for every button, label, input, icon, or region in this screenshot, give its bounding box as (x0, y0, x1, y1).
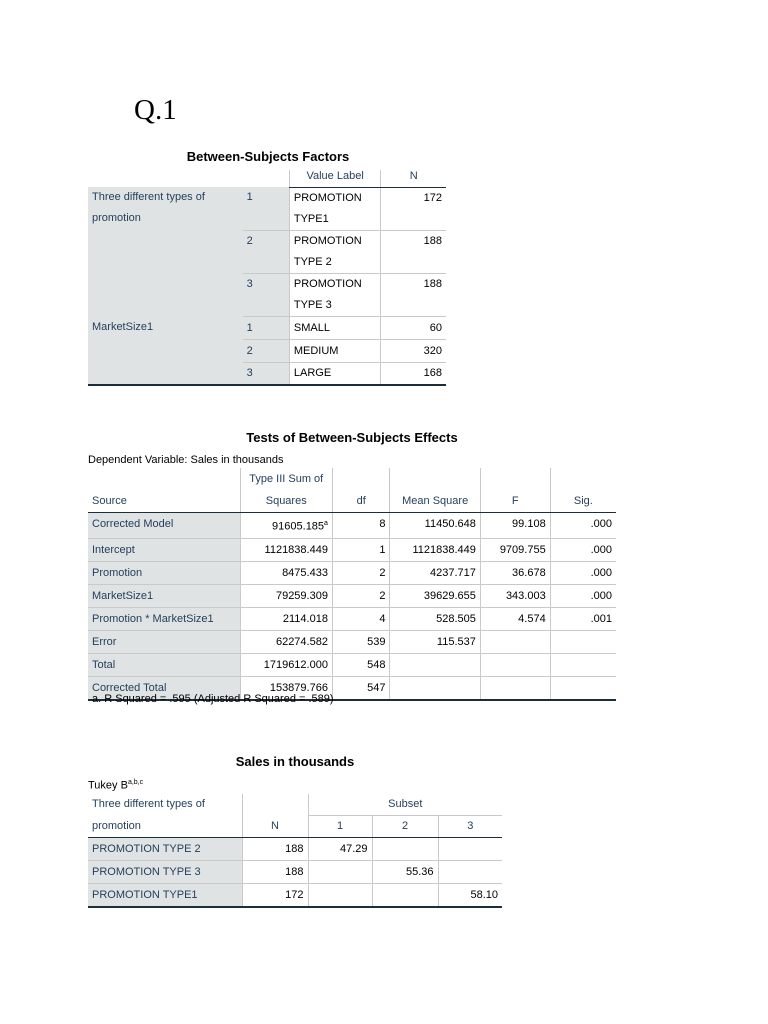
tukey-table (88, 794, 502, 908)
f-value: 36.678 (480, 561, 550, 584)
table-row (88, 538, 616, 561)
subset-3-value (438, 861, 502, 884)
factor-code: 1 (243, 316, 290, 339)
factor-value-label: SMALL (289, 316, 381, 339)
sum-of-squares: 1121838.449 (240, 538, 332, 561)
question-number: Q.1 (134, 94, 177, 126)
factors-title: Between-Subjects Factors (186, 149, 350, 164)
f-value: 4.574 (480, 607, 550, 630)
subset-1-value: 47.29 (308, 838, 372, 861)
f-value: 99.108 (480, 513, 550, 539)
factor-code: 2 (243, 339, 290, 362)
factor-n: 168 (381, 362, 446, 385)
col-header-group-line2: promotion (88, 816, 242, 838)
col-header-n: N (381, 170, 446, 187)
sig-value (550, 676, 616, 700)
group-n: 188 (242, 838, 308, 861)
factor-value-label: PROMOTION TYPE1 (289, 187, 381, 230)
subset-2-value (372, 884, 438, 908)
subset-1-value (308, 884, 372, 908)
sum-of-squares: 79259.309 (240, 584, 332, 607)
col-header-source: Source (88, 468, 240, 513)
sig-value: .000 (550, 513, 616, 539)
mean-square: 115.537 (390, 630, 480, 653)
source-label: Total (88, 653, 240, 676)
df-value: 548 (332, 653, 390, 676)
table-row (88, 884, 502, 908)
col-header-subset-2: 2 (372, 816, 438, 838)
f-value (480, 676, 550, 700)
factor-value-label: PROMOTION TYPE 3 (289, 273, 381, 316)
df-value: 539 (332, 630, 390, 653)
factor-value-label: LARGE (289, 362, 381, 385)
source-label: Promotion * MarketSize1 (88, 607, 240, 630)
row-group-promotion: Three different types of promotion (88, 187, 243, 316)
table-row (88, 653, 616, 676)
col-header-subset: Subset (308, 794, 502, 816)
group-label: PROMOTION TYPE1 (88, 884, 242, 908)
df-value: 1 (332, 538, 390, 561)
factor-value-label: PROMOTION TYPE 2 (289, 230, 381, 273)
group-label: PROMOTION TYPE 2 (88, 838, 242, 861)
mean-square (390, 653, 480, 676)
factors-table (88, 170, 446, 386)
col-header-subset-3: 3 (438, 816, 502, 838)
mean-square (390, 676, 480, 700)
table-row (88, 838, 502, 861)
df-value: 547 (332, 676, 390, 700)
sig-value: .000 (550, 561, 616, 584)
factor-code: 3 (243, 273, 290, 316)
f-value (480, 653, 550, 676)
sum-of-squares: 1719612.000 (240, 653, 332, 676)
col-header-df: df (332, 468, 390, 513)
sig-value: .000 (550, 584, 616, 607)
sum-of-squares: 8475.433 (240, 561, 332, 584)
row-group-marketsize: MarketSize1 (88, 316, 243, 385)
subset-2-value: 55.36 (372, 861, 438, 884)
table-row (88, 513, 616, 539)
factor-code: 3 (243, 362, 290, 385)
sum-of-squares: 153879.766 (240, 676, 332, 700)
sig-value: .000 (550, 538, 616, 561)
df-value: 8 (332, 513, 390, 539)
mean-square: 11450.648 (390, 513, 480, 539)
mean-square: 528.505 (390, 607, 480, 630)
anova-table (88, 468, 616, 701)
sum-of-squares: 91605.185$^a$ (240, 513, 332, 539)
source-label: Intercept (88, 538, 240, 561)
df-value: 4 (332, 607, 390, 630)
sig-value (550, 653, 616, 676)
table-row (88, 561, 616, 584)
sum-of-squares: 2114.018 (240, 607, 332, 630)
sig-value: .001 (550, 607, 616, 630)
factor-n: 320 (381, 339, 446, 362)
mean-square: 39629.655 (390, 584, 480, 607)
col-header-n: N (242, 816, 308, 838)
factor-code: 2 (243, 230, 290, 273)
group-n: 188 (242, 861, 308, 884)
sig-value (550, 630, 616, 653)
source-label: Corrected Total (88, 676, 240, 700)
factor-n: 188 (381, 230, 446, 273)
factor-n: 188 (381, 273, 446, 316)
source-label: MarketSize1 (88, 584, 240, 607)
sum-of-squares: 62274.582 (240, 630, 332, 653)
col-header-value-label: Value Label (289, 170, 381, 187)
tukey-title: Sales in thousands (235, 754, 355, 769)
col-header-sum-of-squares: Type III Sum of Squares (240, 468, 332, 513)
subset-3-value: 58.10 (438, 884, 502, 908)
factor-code: 1 (243, 187, 290, 230)
factor-n: 172 (381, 187, 446, 230)
tukey-method: Tukey B$^{a,b,c}$ (88, 779, 144, 792)
factor-value-label: MEDIUM (289, 339, 381, 362)
anova-footnote: a. R Squared = .595 (Adjusted R Squared = .589) (92, 693, 334, 705)
f-value: 9709.755 (480, 538, 550, 561)
anova-title: Tests of Between-Subjects Effects (246, 430, 458, 445)
dependent-variable: Dependent Variable: Sales in thousands (88, 454, 284, 466)
col-header-mean-square: Mean Square (390, 468, 480, 513)
subset-1-value (308, 861, 372, 884)
f-value (480, 630, 550, 653)
subset-3-value (438, 838, 502, 861)
group-n: 172 (242, 884, 308, 908)
source-label: Corrected Model (88, 513, 240, 539)
factor-n: 60 (381, 316, 446, 339)
source-label: Promotion (88, 561, 240, 584)
group-label: PROMOTION TYPE 3 (88, 861, 242, 884)
col-header-f: F (480, 468, 550, 513)
df-value: 2 (332, 561, 390, 584)
table-row (88, 584, 616, 607)
col-header-group-line1: Three different types of (92, 798, 205, 810)
f-value: 343.003 (480, 584, 550, 607)
source-label: Error (88, 630, 240, 653)
mean-square: 4237.717 (390, 561, 480, 584)
table-row (88, 607, 616, 630)
subset-2-value (372, 838, 438, 861)
table-row (88, 630, 616, 653)
df-value: 2 (332, 584, 390, 607)
col-header-sig: Sig. (550, 468, 616, 513)
col-header-subset-1: 1 (308, 816, 372, 838)
mean-square: 1121838.449 (390, 538, 480, 561)
table-row (88, 861, 502, 884)
